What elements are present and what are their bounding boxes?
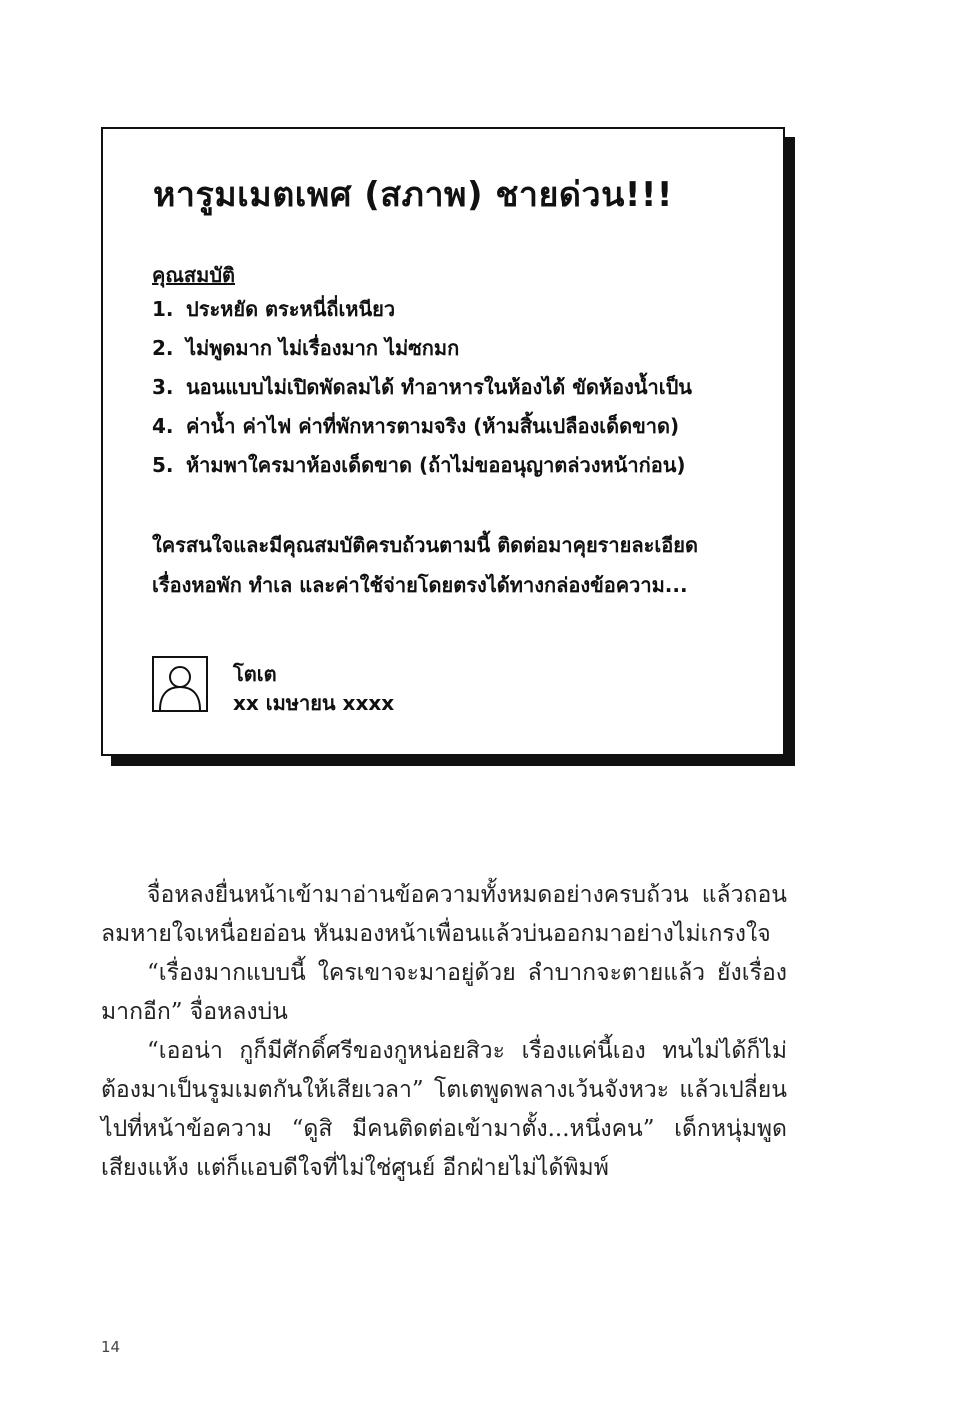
author-name: โตเต — [233, 662, 277, 686]
qualifications-list — [152, 293, 692, 488]
post-date: xx เมษายน xxxx — [233, 691, 395, 715]
page-number: 14 — [101, 1338, 121, 1356]
user-silhouette-icon — [152, 656, 208, 712]
list-item: 4. ค่าน้ำ ค่าไฟ ค่าที่พักหารตามจริง (ห้ามสิ้นเปลืองเด็ดขาด) — [152, 414, 680, 438]
contact-text — [152, 525, 698, 605]
paragraph: “เรื่องมากแบบนี้ ใครเขาจะมาอยู่ด้วย ลำบากจะตายแล้ว ยังเรื่องมากอีก” จื่อหลงบ่น — [101, 960, 787, 1025]
qualifications-heading: คุณสมบัติ — [152, 263, 236, 287]
list-item: 5. ห้ามพาใครมาห้องเด็ดขาด (ถ้าไม่ขออนุญาตล่วงหน้าก่อน) — [152, 453, 686, 477]
contact-line: เรื่องหอพัก ทำเล และค่าใช้จ่ายโดยตรงได้ทางกล่องข้อความ... — [152, 573, 688, 597]
paragraph: จื่อหลงยื่นหน้าเข้ามาอ่านข้อความทั้งหมดอย่างครบถ้วน แล้วถอนลมหายใจเหนื่อยอ่อน หันมองหน้าเพื่อนแล้วบ่นออกมาอย่างไม่เกรงใจ — [101, 882, 787, 947]
post-title: หารูมเมตเพศ (สภาพ) ชายด่วน!!! — [153, 175, 673, 215]
list-item: 3. นอนแบบไม่เปิดพัดลมได้ ทำอาหารในห้องได้ ขัดห้องน้ำเป็น — [152, 375, 692, 399]
roommate-post-card — [101, 127, 785, 756]
contact-line: ใครสนใจและมีคุณสมบัติครบถ้วนตามนี้ ติดต่อมาคุยรายละเอียด — [152, 533, 698, 557]
list-item: 2. ไม่พูดมาก ไม่เรื่องมาก ไม่ซกมก — [152, 336, 460, 360]
story-text — [101, 876, 787, 1188]
list-item: 1. ประหยัด ตระหนี่ถี่เหนียว — [152, 297, 396, 321]
paragraph: “เออน่า กูก็มีศักดิ์ศรีของกูหน่อยสิวะ เรื่องแค่นี้เอง ทนไม่ได้ก็ไม่ต้องมาเป็นรูมเมตกันให้เสียเวลา” โตเตพูดพลางเว้นจังหวะ แล้วเปลี่ยนไปที่หน้าข้อความ “ดูสิ มีคนติดต่อเข้ามาตั้ง...หนึ่งคน” เด็กหนุ่มพูดเสียงแห้ง แต่ก็แอบดีใจที่ไม่ใช่ศูนย์ อีกฝ่ายไม่ได้พิมพ์ — [101, 1038, 787, 1181]
